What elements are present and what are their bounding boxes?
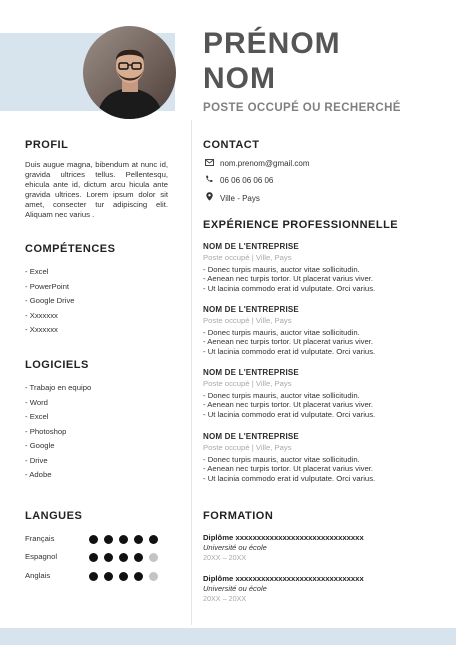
formation-heading: FORMATION: [203, 510, 274, 522]
experience-item: [203, 432, 403, 483]
location-pin-icon: [203, 192, 215, 205]
list-item: - Drive: [25, 455, 48, 465]
level-dot-filled: [119, 553, 128, 562]
degree-title: Diplôme xxxxxxxxxxxxxxxxxxxxxxxxxxxxxx: [203, 533, 364, 542]
contact-location-text: Ville - Pays: [220, 194, 260, 203]
duties-list: [203, 328, 403, 356]
language-name: Français: [25, 534, 55, 543]
list-item: - Trabajo en equipo: [25, 383, 92, 392]
duties-list: [203, 391, 403, 419]
list-item: - Photoshop: [25, 426, 67, 436]
competences-list: [25, 265, 75, 338]
duty-item: - Ut lacinia commodo erat id vulputate. Orci varius.: [203, 346, 376, 356]
contact-email-text[interactable]: nom.prenom@gmail.com: [220, 159, 310, 168]
list-item: - PowerPoint: [25, 281, 70, 291]
competences-heading: COMPÉTENCES: [25, 243, 116, 255]
list-item: - Xxxxxxx: [25, 325, 58, 334]
contact-phone-text: 06 06 06 06 06: [220, 176, 274, 185]
duty-item: - Aenean nec turpis tortor. Ut placerat varius viver.: [203, 400, 374, 410]
experience-item: [203, 305, 403, 356]
logiciels-list: [25, 381, 91, 483]
language-name: Anglais: [25, 571, 51, 580]
job-title: POSTE OCCUPÉ OU RECHERCHÉ: [203, 102, 401, 114]
duty-item: - Aenean nec turpis tortor. Ut placerat varius viver.: [203, 337, 374, 347]
company-name: NOM DE L'ENTREPRISE: [203, 242, 299, 251]
level-dot-filled: [89, 535, 98, 544]
level-dot-filled: [104, 572, 113, 581]
level-dot-filled: [89, 553, 98, 562]
list-item: - Word: [25, 397, 48, 407]
education-item: [203, 574, 443, 604]
list-item: - Excel: [25, 267, 49, 276]
position-location: Poste occupé | Ville, Pays: [203, 443, 292, 452]
school-name: Université ou école: [203, 543, 267, 552]
list-item: - Adobe: [25, 470, 52, 479]
experience-heading: EXPÉRIENCE PROFESSIONNELLE: [203, 219, 399, 231]
list-item: - Google Drive: [25, 296, 75, 305]
level-dot-filled: [134, 572, 143, 581]
phone-icon: [203, 175, 215, 187]
language-name: Espagnol: [25, 552, 58, 561]
level-dot-filled: [149, 535, 158, 544]
column-divider: [191, 120, 192, 625]
logiciels-heading: LOGICIELS: [25, 359, 89, 371]
level-dot-filled: [89, 572, 98, 581]
profil-text: Duis augue magna, bibendum at nunc id, gravida ultrices tellus. Pellentesqu, ehicula ante id, dictum arcu hicula ante gravida ultrices. Lorem ipsum dolor sit amet, consecter tur adipiscing elit. Aliquam nec varius .: [25, 160, 168, 219]
contact-phone: [203, 175, 273, 187]
duty-item: - Ut lacinia commodo erat id vulputate. Orci varius.: [203, 283, 376, 293]
duty-item: - Donec turpis mauris, auctor vitae sollicitudin.: [203, 455, 360, 464]
level-dot-filled: [119, 535, 128, 544]
duty-item: - Donec turpis mauris, auctor vitae sollicitudin.: [203, 265, 360, 274]
level-dot-filled: [104, 553, 113, 562]
level-dot-filled: [119, 572, 128, 581]
degree-title: Diplôme xxxxxxxxxxxxxxxxxxxxxxxxxxxxxx: [203, 574, 364, 583]
langues-heading: LANGUES: [25, 510, 83, 522]
experience-item: [203, 242, 403, 293]
school-name: Université ou école: [203, 584, 267, 593]
education-dates: 20XX – 20XX: [203, 594, 247, 603]
language-level-dots: [89, 553, 169, 562]
contact-email: [203, 158, 309, 170]
duty-item: - Ut lacinia commodo erat id vulputate. Orci varius.: [203, 409, 376, 419]
duty-item: - Aenean nec turpis tortor. Ut placerat varius viver.: [203, 274, 374, 284]
level-dot-filled: [104, 535, 113, 544]
level-dot-empty: [149, 553, 158, 562]
last-name: NOM: [203, 62, 276, 95]
company-name: NOM DE L'ENTREPRISE: [203, 305, 299, 314]
duties-list: [203, 455, 403, 483]
duty-item: - Donec turpis mauris, auctor vitae sollicitudin.: [203, 391, 360, 400]
level-dot-filled: [134, 535, 143, 544]
duty-item: - Aenean nec turpis tortor. Ut placerat varius viver.: [203, 464, 374, 474]
position-location: Poste occupé | Ville, Pays: [203, 379, 292, 388]
profile-photo: [83, 26, 176, 119]
list-item: - Xxxxxxx: [25, 310, 58, 320]
contact-heading: CONTACT: [203, 139, 260, 151]
education-dates: 20XX – 20XX: [203, 553, 247, 562]
bottom-accent-band: [0, 628, 456, 645]
list-item: - Excel: [25, 412, 49, 421]
education-item: [203, 533, 443, 563]
position-location: Poste occupé | Ville, Pays: [203, 253, 292, 262]
envelope-icon: [203, 158, 215, 170]
first-name: PRÉNOM: [203, 27, 341, 60]
duties-list: [203, 265, 403, 293]
duty-item: - Donec turpis mauris, auctor vitae sollicitudin.: [203, 328, 360, 337]
contact-location: [203, 192, 260, 204]
experience-item: [203, 368, 403, 419]
language-level-dots: [89, 572, 169, 581]
level-dot-empty: [149, 572, 158, 581]
duty-item: - Ut lacinia commodo erat id vulputate. Orci varius.: [203, 473, 376, 483]
language-level-dots: [89, 535, 169, 544]
list-item: - Google: [25, 441, 55, 450]
level-dot-filled: [134, 553, 143, 562]
company-name: NOM DE L'ENTREPRISE: [203, 432, 299, 441]
profil-heading: PROFIL: [25, 139, 69, 151]
position-location: Poste occupé | Ville, Pays: [203, 316, 292, 325]
company-name: NOM DE L'ENTREPRISE: [203, 368, 299, 377]
